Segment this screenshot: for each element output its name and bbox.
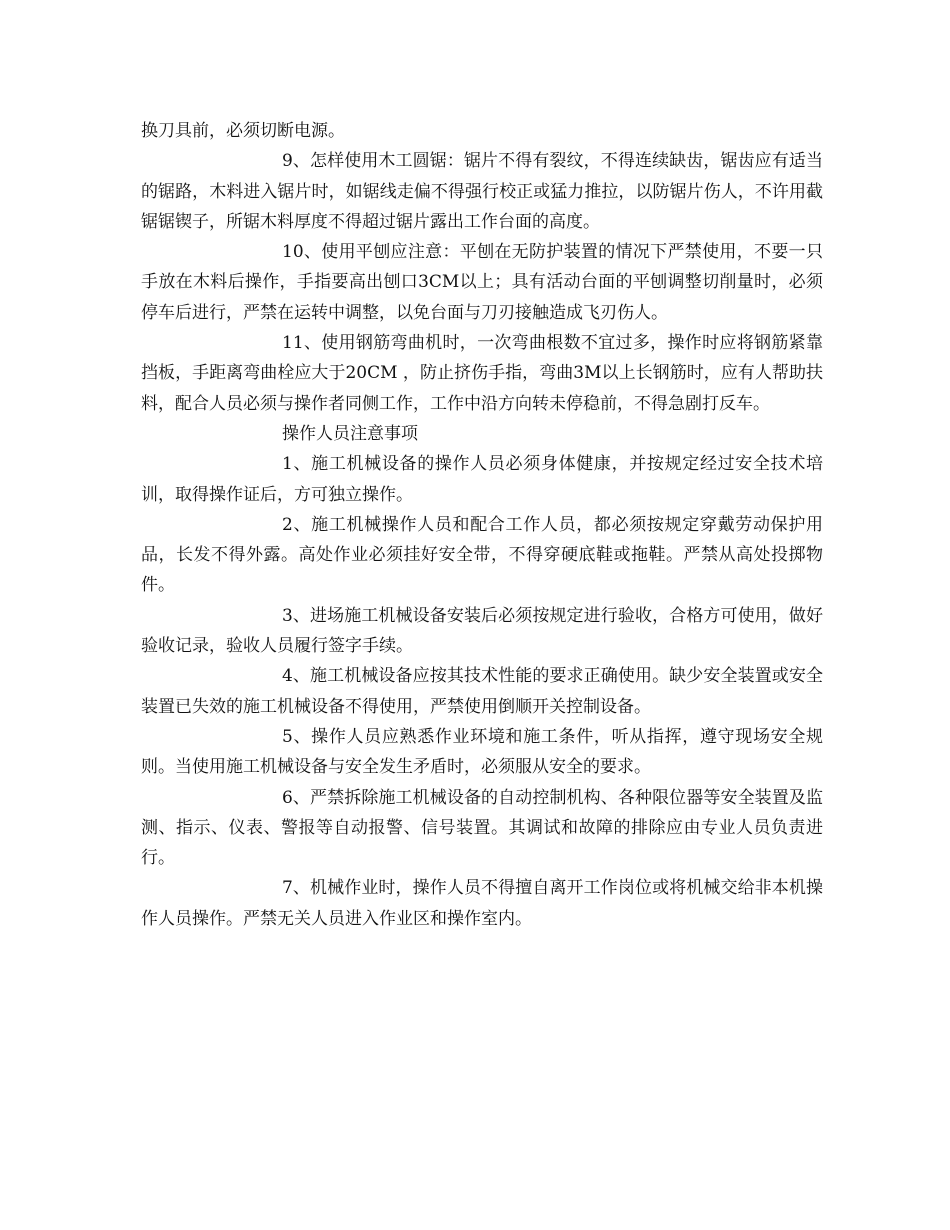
paragraph-continuation: 换刀具前，必须切断电源。	[141, 121, 345, 141]
paragraph-notes-item-5: 5、操作人员应熟悉作业环境和施工条件，听从指挥，遵守现场安全规则。当使用施工机械设备与安全发生矛盾时，必须服从安全的要求。	[141, 726, 823, 778]
paragraph-notes-item-1: 1、施工机械设备的操作人员必须身体健康，并按规定经过安全技术培训，取得操作证后，方可独立操作。	[141, 454, 823, 505]
section-heading-operator-notes: 操作人员注意事项	[282, 423, 418, 444]
paragraph-item-10-planer: 10、使用平刨应注意：平刨在无防护装置的情况下严禁使用，不要一只手放在木料后操作，手指要高出刨口3CM以上；具有活动台面的平刨调整切削量时，必须停车后进行，严禁在运转中调整，以免台面与刀刃接触造成飞刃伤人。	[141, 242, 823, 323]
paragraph-item-11-rebar-bender: 11、使用钢筋弯曲机时，一次弯曲根数不宜过多，操作时应将钢筋紧靠挡板，手距离弯曲栓应大于20CM ，防止挤伤手指，弯曲3M以上长钢筋时，应有人帮助扶料，配合人员必须与操作者同侧工作，工作中沿方向转未停稳前，不得急剧打反车。	[141, 333, 823, 414]
paragraph-notes-item-7: 7、机械作业时，操作人员不得擅自离开工作岗位或将机械交给非本机操作人员操作。严禁无关人员进入作业区和操作室内。	[141, 878, 823, 929]
document-body	[141, 116, 823, 934]
paragraph-notes-item-4: 4、施工机械设备应按其技术性能的要求正确使用。缺少安全装置或安全装置已失效的施工机械设备不得使用，严禁使用倒顺开关控制设备。	[141, 666, 823, 717]
paragraph-notes-item-6: 6、严禁拆除施工机械设备的自动控制机构、各种限位器等安全装置及监测、指示、仪表、警报等自动报警、信号装置。其调试和故障的排除应由专业人员负责进行。	[141, 787, 823, 869]
paragraph-notes-item-2: 2、施工机械操作人员和配合工作人员，都必须按规定穿戴劳动保护用品，长发不得外露。高处作业必须挂好安全带，不得穿硬底鞋或拖鞋。严禁从高处投掷物件。	[141, 514, 823, 596]
paragraph-notes-item-3: 3、进场施工机械设备安装后必须按规定进行验收，合格方可使用，做好验收记录，验收人员履行签字手续。	[141, 605, 823, 657]
paragraph-item-9-circular-saw: 9、怎样使用木工圆锯：锯片不得有裂纹，不得连续缺齿，锯齿应有适当的锯路，木料进入锯片时，如锯线走偏不得强行校正或猛力推拉，以防锯片伤人，不许用截锯锯锲子，所锯木料厚度不得超过锯片露出工作台面的高度。	[141, 151, 823, 232]
